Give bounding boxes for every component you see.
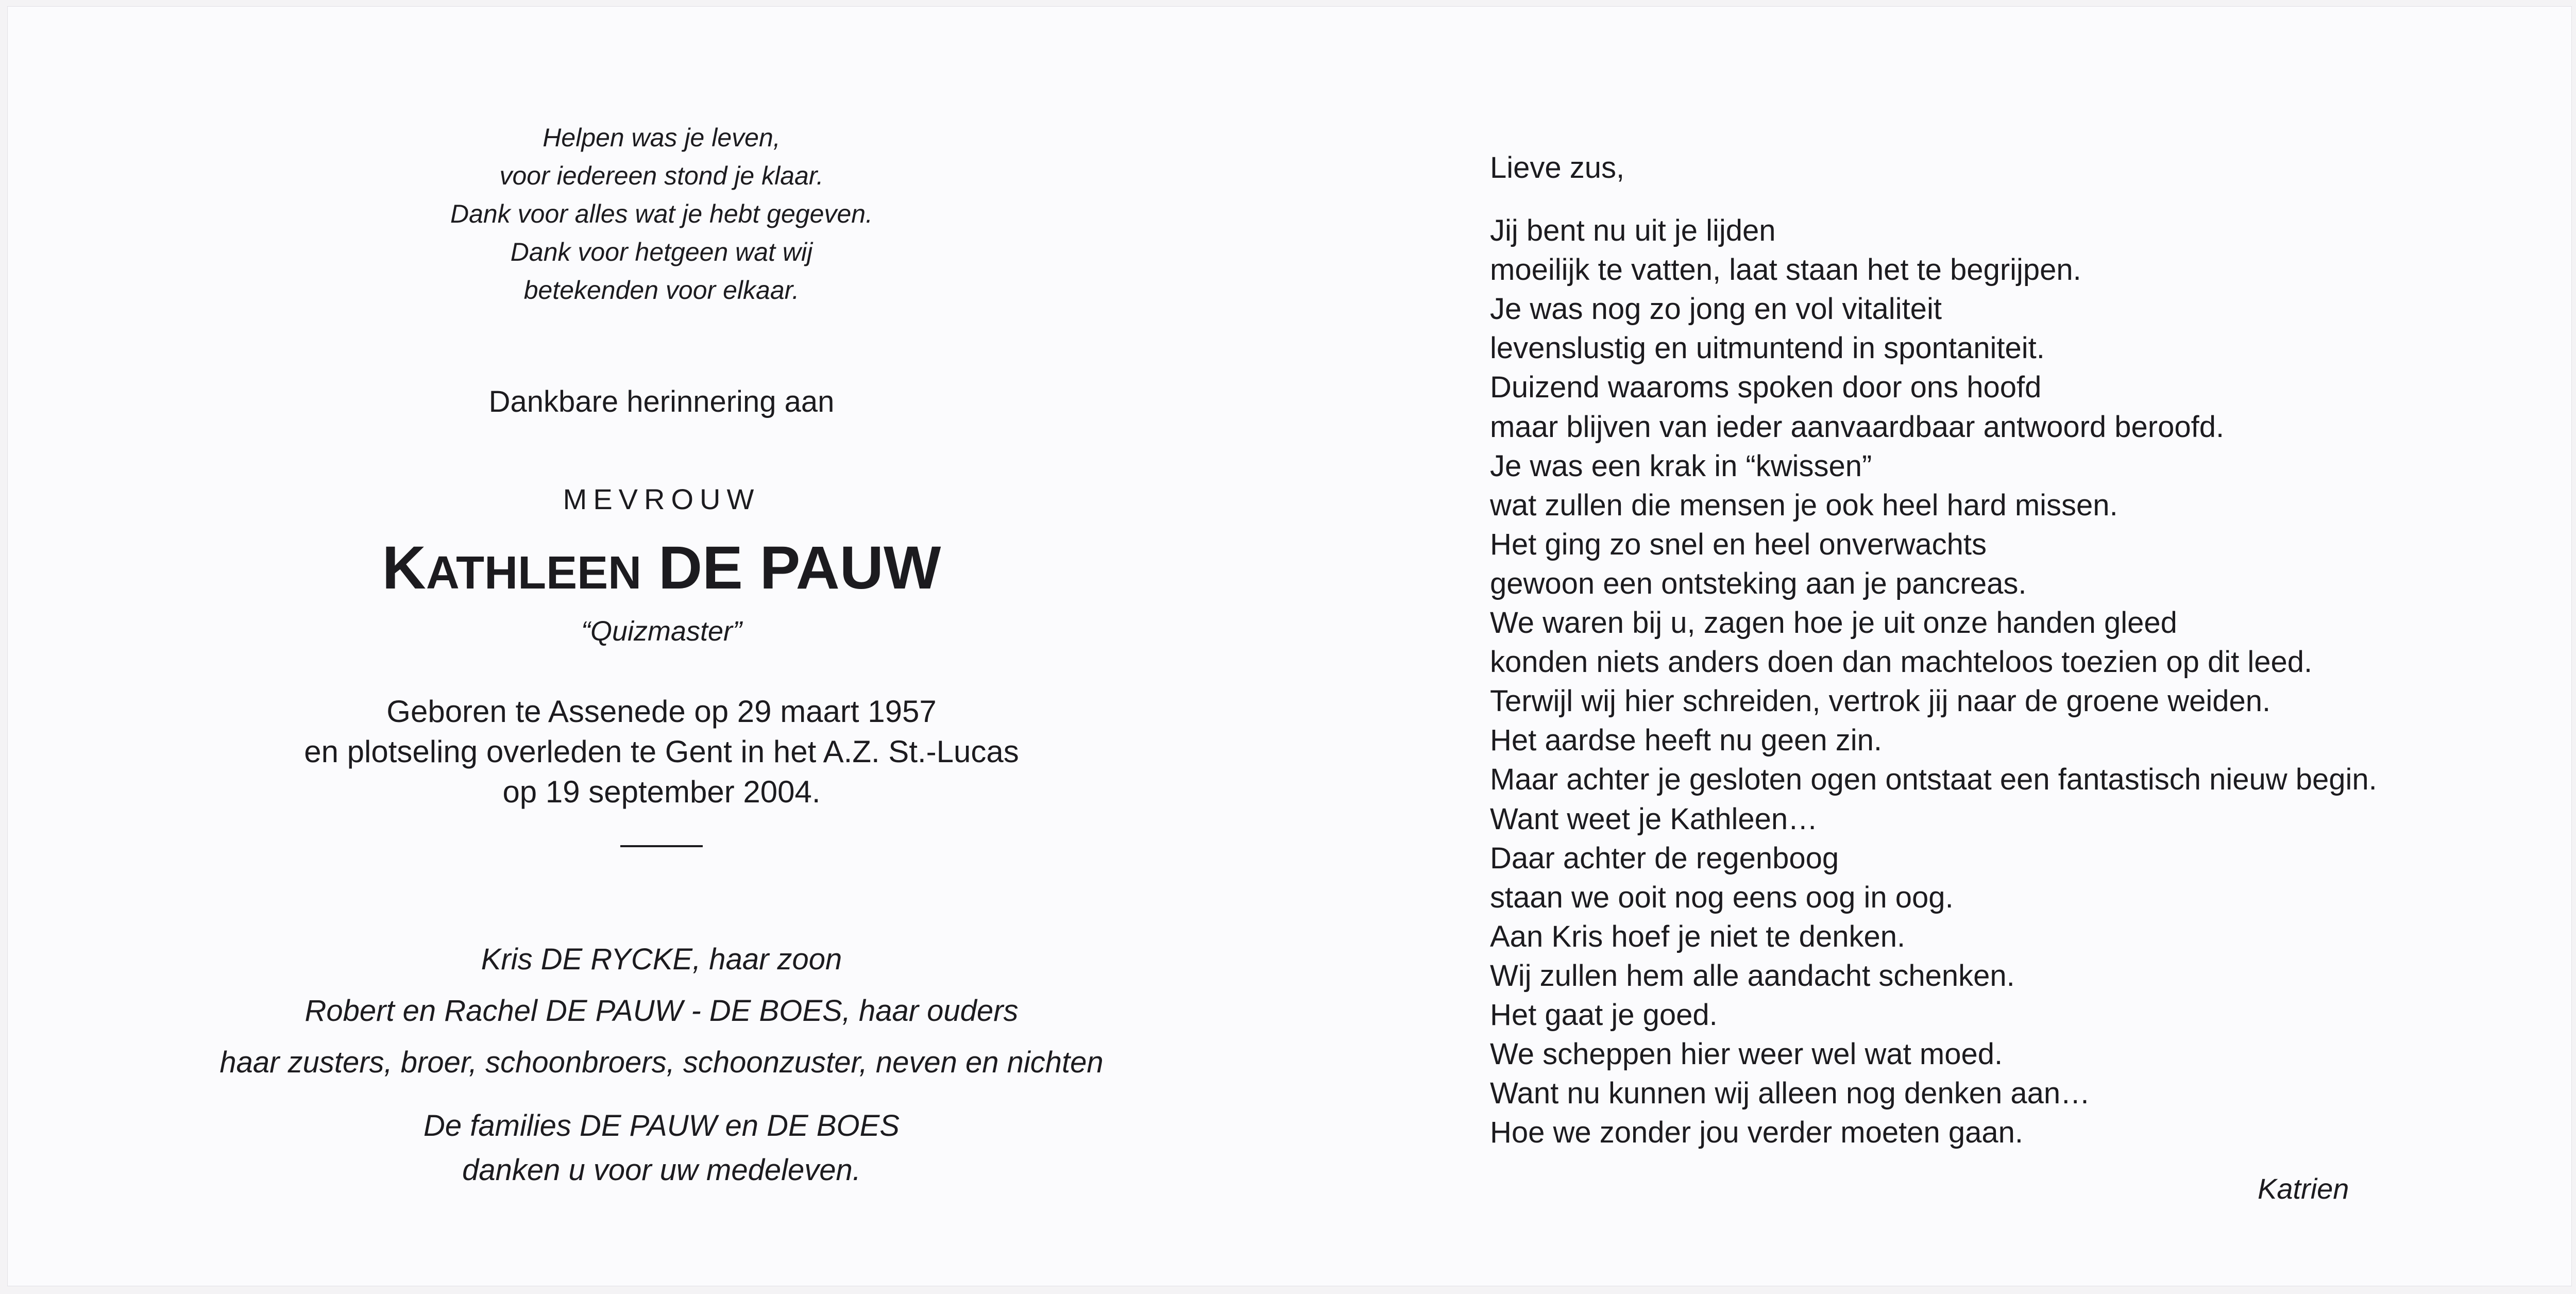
first-name-rest: ATHLEEN [426,547,642,599]
farewell-poem [1490,148,2377,1152]
poem-line: gewoon een ontsteking aan je pancreas. [1490,566,2027,600]
title-word: MEVROUW [563,483,760,515]
poem-line: Hoe we zonder jou verder moeten gaan. [1490,1116,2023,1150]
poem-line: Terwijl wij hier schreiden, vertrok jij naar de groene weiden. [1490,684,2271,718]
poem-line: staan we ooit nog eens oog in oog. [1490,880,1954,914]
poem-line: Jij bent nu uit je lijden [1490,214,1776,248]
birth-death-line: en plotseling overleden te Gent in het A.Z. St.-Lucas [304,734,1019,769]
divider [620,845,703,847]
poem-line: konden niets anders doen dan machteloos toezien op dit leed. [1490,645,2313,679]
poem-line: Dank voor hetgeen wat wij [510,238,813,266]
poem-line: wat zullen die mensen je ook heel hard missen. [1490,488,2118,522]
poem-greeting: Lieve zus, [1490,151,1625,184]
thanks-line: De families DE PAUW en DE BOES [423,1109,900,1142]
poem-line: We waren bij u, zagen hoe je uit onze handen gleed [1490,606,2177,640]
opening-poem [7,119,1316,309]
dedication-text: Dankbare herinnering aan [488,385,835,418]
thanks-line: danken u voor uw medeleven. [462,1153,861,1187]
thanks-text [7,1104,1316,1192]
poem-line: Maar achter je gesloten ogen ontstaat een fantastisch nieuw begin. [1490,763,2377,797]
poem-line: Want weet je Kathleen… [1490,802,1818,836]
poem-line: Je was een krak in “kwissen” [1490,449,1872,483]
poem-line: Het gaat je goed. [1490,998,1718,1032]
mourner-line: Kris DE RYCKE, haar zoon [481,943,842,976]
first-name-initial: K [382,534,426,602]
mourners-list [7,934,1316,1088]
poem-line: Wij zullen hem alle aandacht schenken. [1490,959,2015,993]
memorial-card [7,6,2572,1286]
birth-death-line: op 19 september 2004. [502,775,821,809]
poem-line: Dank voor alles wat je hebt gegeven. [450,199,873,228]
poem-line: Duizend waaroms spoken door ons hoofd [1490,371,2042,405]
poem-line: Helpen was je leven, [543,123,781,152]
poem-line: Daar achter de regenboog [1490,841,1839,875]
poem-line: maar blijven van ieder aanvaardbaar antwoord beroofd. [1490,410,2225,444]
poem-line: moeilijk te vatten, laat staan het te begrijpen. [1490,253,2081,287]
birth-death-details [7,692,1316,812]
poem-line: We scheppen hier weer wel wat moed. [1490,1037,2003,1071]
poem-line: Het ging zo snel en heel onverwachts [1490,527,1987,561]
mourner-line: Robert en Rachel DE PAUW - DE BOES, haar ouders [304,994,1019,1028]
poem-line: levenslustig en uitmuntend in spontaniteit. [1490,331,2045,365]
poem-line: betekenden voor elkaar. [523,276,800,305]
last-name: DE PAUW [658,534,941,602]
poem-line: voor iedereen stond je klaar. [499,161,824,190]
signature: Katrien [2258,1172,2349,1205]
mourner-line: haar zusters, broer, schoonbroers, schoonzuster, neven en nichten [219,1046,1104,1079]
deceased-name [7,532,1316,609]
poem-line: Want nu kunnen wij alleen nog denken aan… [1490,1077,2091,1111]
birth-death-line: Geboren te Assenede op 29 maart 1957 [386,694,937,729]
left-panel [7,6,1316,1286]
right-panel [1326,6,2572,1286]
poem-line: Je was nog zo jong en vol vitaliteit [1490,292,1942,326]
nickname: “Quizmaster” [581,616,742,647]
poem-line: Het aardse heeft nu geen zin. [1490,724,1882,758]
poem-line: Aan Kris hoef je niet te denken. [1490,919,1906,953]
